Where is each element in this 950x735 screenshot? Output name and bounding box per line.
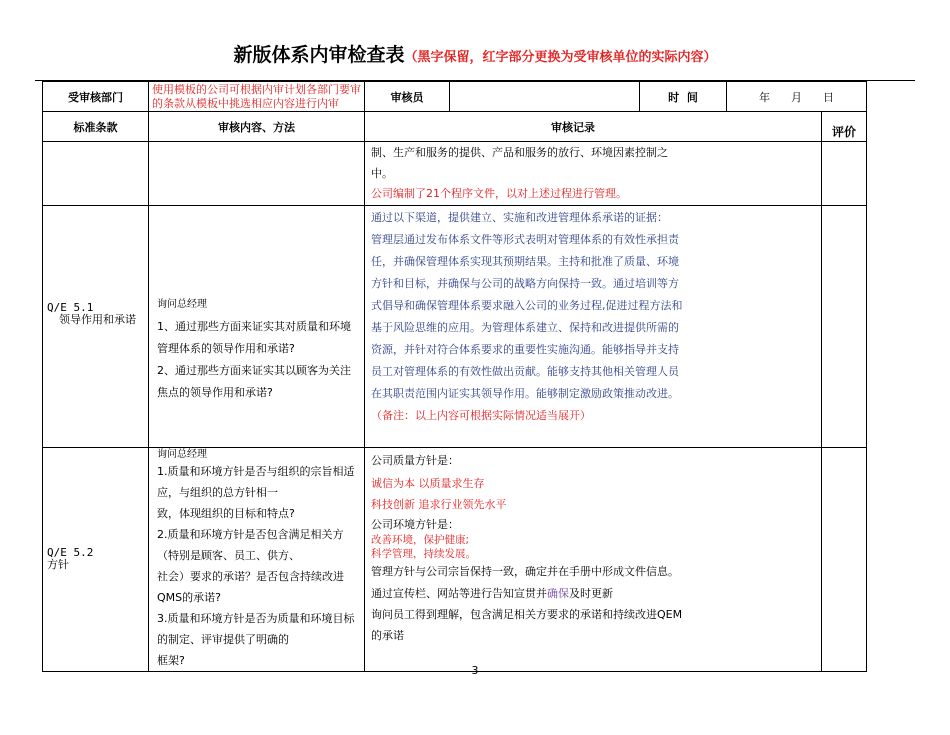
method-line: 2、通过那些方面来证实其以顾客为关注焦点的领导作用和承诺? xyxy=(157,363,351,399)
record-line: 公司编制了21个程序文件，以对上述过程进行管理。 xyxy=(371,187,627,200)
date-cell[interactable] xyxy=(727,82,867,112)
dept-note: 使用模板的公司可根据内审计划各部门要审的条款从模板中挑选相应内容进行内审 xyxy=(152,83,361,110)
column-header-row xyxy=(43,112,867,142)
record-line-accent: 确保 xyxy=(547,586,569,600)
col-rating-label: 评价 xyxy=(831,125,856,139)
col-clause-label: 标准条款 xyxy=(73,120,118,134)
clause-name: 方针 xyxy=(47,558,69,571)
record-cell xyxy=(365,447,822,671)
record-line: 询问员工得到理解，包含满足相关方要求的承诺和持续改进QEM xyxy=(371,607,683,621)
auditor-label-cell xyxy=(365,82,450,112)
title-main: 新版体系内审检查表 xyxy=(233,44,405,66)
record-cell xyxy=(365,142,822,206)
record-line: 的承诺 xyxy=(371,628,404,642)
record-line: 在其职责范围内证实其领导作用。能够制定激励政策推动改进。 xyxy=(371,386,679,400)
method-line: 1、通过那些方面来证实其对质量和环境管理体系的领导作用和承诺? xyxy=(157,319,351,355)
record-line: 式倡导和确保管理体系要求融入公司的业务过程,促进过程方法和 xyxy=(371,298,683,312)
method-line: 社会）要求的承诺？是否包含持续改进QMS的承诺? xyxy=(157,569,344,604)
title-note: （黑字保留，红字部分更换为受审核单位的实际内容） xyxy=(404,50,717,65)
record-line: 科学管理，持续发展。 xyxy=(371,547,476,560)
record-line: 管理层通过发布体系文件等形式表明对管理体系的有效性承担责 xyxy=(371,232,679,246)
rating-cell[interactable] xyxy=(822,205,867,447)
clause-cell xyxy=(43,447,149,671)
method-cell xyxy=(149,447,365,671)
record-line: 诚信为本 以质量求生存 xyxy=(371,476,485,490)
col-record-label: 审核记录 xyxy=(551,120,595,134)
record-line: 制、生产和服务的提供、产品和服务的放行、环境因素控制之 xyxy=(371,146,668,159)
clause-code: Q/E 5.2 xyxy=(47,546,94,559)
table-row xyxy=(43,205,867,447)
method-line: 1.质量和环境方针是否与组织的宗旨相适应，与组织的总方针相一 xyxy=(157,464,355,499)
record-line: 方针和目标，并确保与公司的战略方向保持一致。通过培训等方 xyxy=(371,276,679,290)
rating-cell[interactable] xyxy=(822,142,867,206)
dept-label-cell xyxy=(43,82,149,112)
auditor-label: 审核员 xyxy=(390,90,424,104)
col-clause-header xyxy=(43,112,149,142)
clause-cell xyxy=(43,142,149,206)
time-label-cell xyxy=(640,82,727,112)
record-line: （备注：以上内容可根据实际情况适当展开） xyxy=(371,408,591,422)
record-line: 资源，并针对符合体系要求的重要性实施沟通。能够指导并支持 xyxy=(371,342,679,356)
method-cell xyxy=(149,205,365,447)
method-line: 询问总经理 xyxy=(157,448,207,460)
record-line: 科技创新 追求行业领先水平 xyxy=(371,497,507,511)
method-line: 2.质量和环境方针是否包含满足相关方（特别是顾客、员工、供方、 xyxy=(157,527,344,562)
header-row xyxy=(43,82,867,112)
method-line: 3.质量和环境方针是否为质量和环境目标的制定、评审提供了明确的 xyxy=(157,611,355,646)
record-line: 员工对管理体系的有效性做出贡献。能够支持其他相关管理人员 xyxy=(371,364,679,378)
time-label: 时 间 xyxy=(668,90,698,104)
record-line: 改善环境，保护健康; xyxy=(371,533,470,546)
record-line-text: 通过宣传栏、网站等进行告知宣贯并 xyxy=(371,586,547,600)
table-row xyxy=(43,447,867,671)
dept-label: 受审核部门 xyxy=(68,90,123,104)
audit-checklist-table xyxy=(42,81,867,672)
method-line: 框架? xyxy=(157,653,185,667)
auditor-value-cell[interactable] xyxy=(450,82,640,112)
method-cell xyxy=(149,142,365,206)
method-line: 致，体现组织的目标和特点? xyxy=(157,506,295,520)
table-row xyxy=(43,142,867,206)
record-line: 基于风险思维的应用。为管理体系建立、保持和改进提供所需的 xyxy=(371,320,679,334)
col-method-label: 审核内容、方法 xyxy=(218,120,295,134)
record-line-after: 及时更新 xyxy=(569,586,613,600)
page-number: 3 xyxy=(471,664,479,677)
record-line: 通过以下渠道，提供建立、实施和改进管理体系承诺的证据： xyxy=(371,210,668,224)
dept-note-cell xyxy=(149,82,365,112)
record-line: 任，并确保管理体系实现其预期结果。主持和批准了质量、环境 xyxy=(371,254,679,268)
date-text: 年 月 日 xyxy=(759,90,834,104)
method-line: 询问总经理 xyxy=(157,298,207,310)
clause-cell xyxy=(43,205,149,447)
record-line xyxy=(371,583,815,604)
record-line: 公司环境方针是： xyxy=(371,517,459,531)
rating-cell[interactable] xyxy=(822,447,867,671)
record-line: 公司质量方针是： xyxy=(371,453,459,467)
clause-name: 领导作用和承诺 xyxy=(59,312,136,326)
record-cell xyxy=(365,205,822,447)
col-record-header xyxy=(365,112,822,142)
record-line: 中。 xyxy=(371,166,393,180)
record-line: 管理方针与公司宗旨保持一致，确定并在手册中形成文件信息。 xyxy=(371,564,679,578)
col-rating-header xyxy=(822,112,867,142)
col-method-header xyxy=(149,112,365,142)
clause-code: Q/E 5.1 xyxy=(47,300,94,314)
document-title xyxy=(0,40,950,67)
